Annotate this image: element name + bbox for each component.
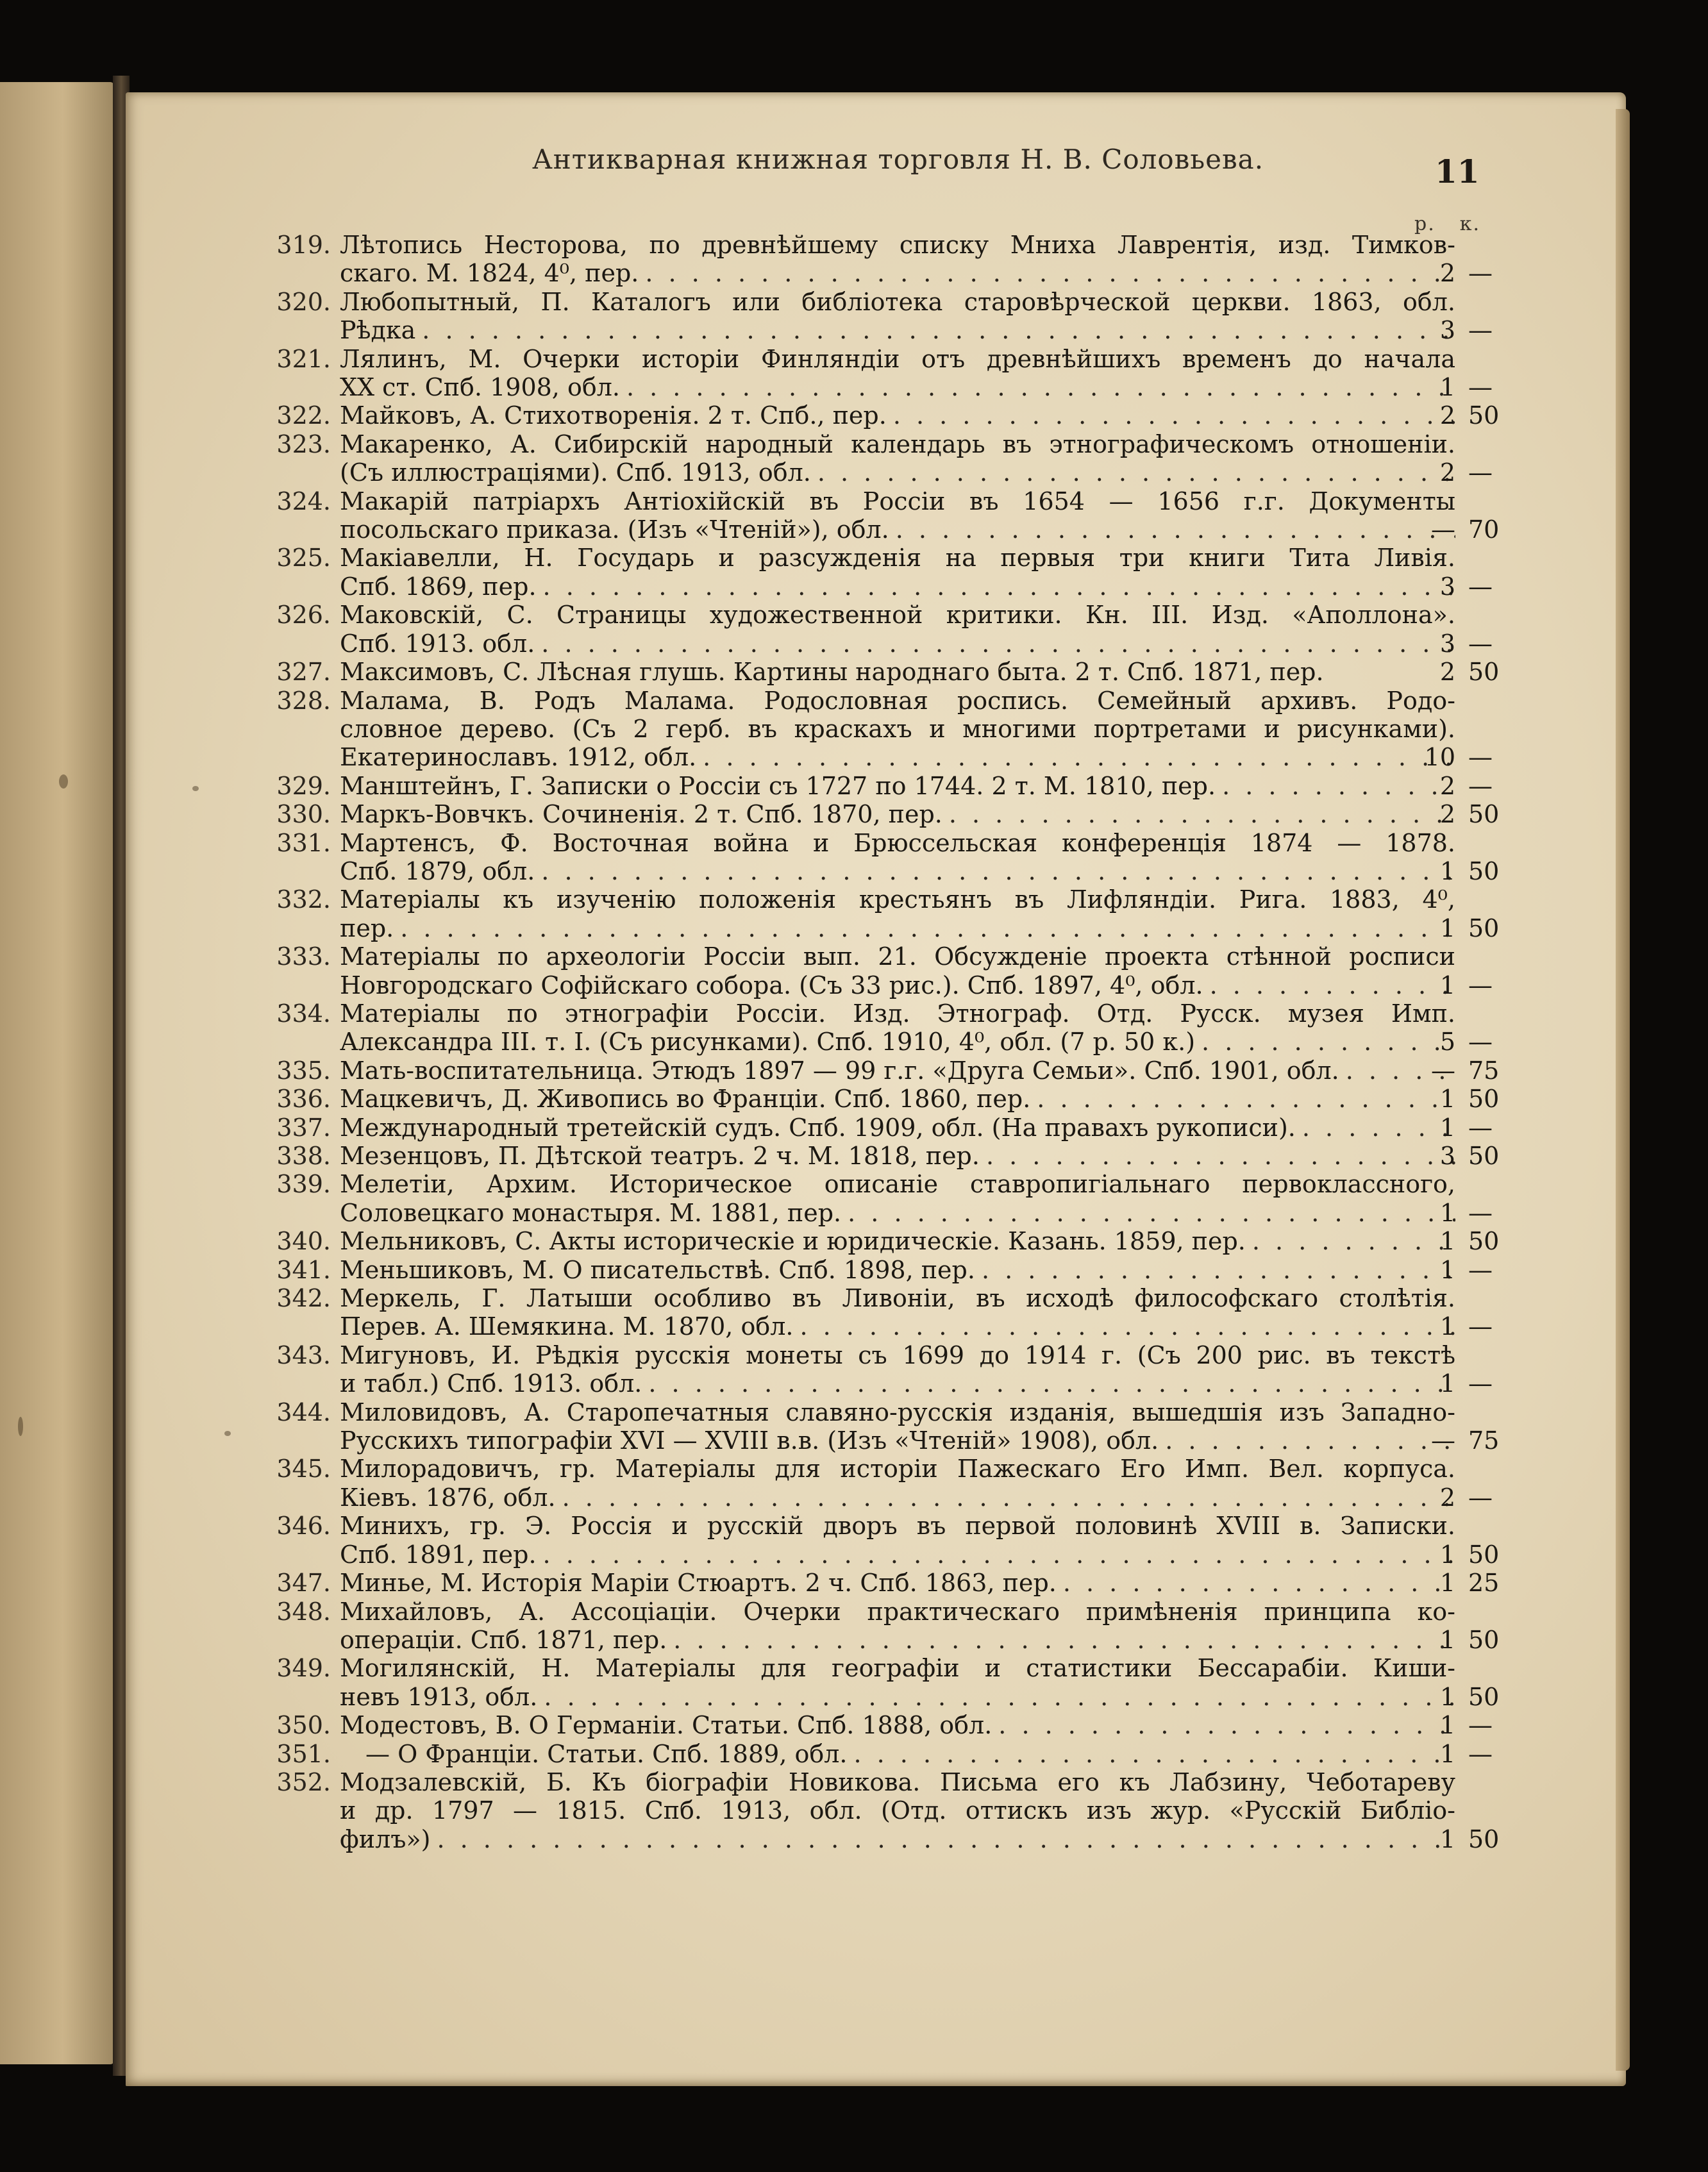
entry-last-line — [340, 800, 1455, 828]
entry-text-line: Перев. А. Шемякина. М. 1870, обл. — [340, 1312, 794, 1341]
entry-text-line: Спб. 1869, пер. — [340, 572, 537, 601]
entry-text-line: Мелетіи, Архим. Историческое описаніе ставропигіальнаго первоклассного, — [340, 1170, 1455, 1199]
entry-text-line: Манштейнъ, Г. Записки о Россіи съ 1727 по 1744. 2 т. М. 1810, пер. — [340, 771, 1216, 800]
price-kopecks: 50 — [1468, 401, 1500, 430]
entry-last-line — [340, 857, 1455, 885]
entry-price — [1404, 800, 1526, 828]
price-kopecks: 50 — [1468, 1625, 1500, 1654]
catalog-entry — [269, 828, 1500, 886]
dot-leader — [535, 630, 1455, 658]
entry-text-line: Меньшиковъ, М. О писательствѣ. Спб. 1898, пер. — [340, 1255, 975, 1284]
price-rubles: 1 — [1439, 1312, 1455, 1341]
dot-leader — [394, 914, 1455, 942]
catalog-entry — [269, 1597, 1500, 1655]
entry-text-line: невъ 1913, обл. — [340, 1682, 538, 1711]
entry-text-line: и табл.) Спб. 1913. обл. — [340, 1369, 642, 1398]
entry-last-line — [340, 1142, 1455, 1170]
entry-number: 328. — [276, 686, 331, 715]
entry-number: 324. — [276, 487, 331, 515]
catalog-entry — [269, 1767, 1500, 1853]
entry-text-line: Лялинъ, М. Очерки исторіи Финляндіи отъ древнѣйшихъ временъ до начала — [340, 344, 1455, 373]
dot-leader — [841, 1199, 1455, 1227]
entry-last-line — [340, 1541, 1455, 1569]
entry-text-line: Спб. 1913. обл. — [340, 629, 535, 658]
catalog-entry — [269, 1056, 1500, 1085]
entry-price — [1404, 1199, 1526, 1227]
entry-price — [1404, 1369, 1526, 1398]
price-rubles: 1 — [1439, 856, 1455, 885]
entry-text-line: Мезенцовъ, П. Дѣтской театръ. 2 ч. М. 1818, пер. — [340, 1142, 980, 1170]
entry-number: 343. — [276, 1341, 331, 1369]
price-rubles: 1 — [1439, 914, 1455, 942]
entry-number: 336. — [276, 1085, 331, 1114]
entry-price — [1404, 743, 1526, 771]
page-number: 11 — [1435, 153, 1480, 190]
entry-text-line: Миловидовъ, А. Старопечатныя славяно-русскія изданія, вышедшія изъ Западно- — [340, 1398, 1455, 1426]
entry-last-line — [340, 1740, 1455, 1768]
entry-price — [1404, 1626, 1526, 1654]
entry-text-line: Минье, М. Исторія Маріи Стюартъ. 2 ч. Спб. 1863, пер. — [340, 1569, 1057, 1598]
entry-text-line: словное дерево. (Съ 2 герб. въ краскахъ и многими портретами и рисунками). — [340, 714, 1455, 743]
price-kopecks: — — [1468, 572, 1493, 601]
entry-text-line: — О Франціи. Статьи. Спб. 1889, обл. — [365, 1739, 848, 1768]
catalog-entry — [269, 1711, 1493, 1740]
catalog-entry — [269, 1113, 1493, 1142]
entry-price — [1404, 1825, 1526, 1853]
price-kopecks: — — [1468, 1255, 1493, 1284]
entry-text-line: Мать-воспитательница. Этюдъ 1897 — 99 г.г. «Друга Семьи». Спб. 1901, обл. — [340, 1056, 1339, 1085]
price-rubles: 2 — [1439, 259, 1455, 288]
entry-price — [1404, 1483, 1526, 1512]
price-rubles: 1 — [1439, 1113, 1455, 1142]
entry-text-line: Модестовъ, В. О Германіи. Статьи. Спб. 1888, обл. — [340, 1711, 992, 1740]
entry-price — [1404, 1028, 1526, 1056]
price-rubles: 2 — [1439, 401, 1455, 430]
catalog-entry — [269, 1739, 1493, 1768]
dot-leader — [1057, 1569, 1455, 1597]
entry-text-line: Любопытный, П. Каталогъ или библіотека старовѣрческой церкви. 1863, обл. — [340, 287, 1455, 316]
dot-leader — [889, 515, 1455, 544]
entry-price — [1404, 1740, 1526, 1768]
price-rubles: 2 — [1439, 1483, 1455, 1512]
entry-number: 352. — [276, 1767, 331, 1796]
entry-number: 319. — [276, 231, 331, 259]
entry-number: 337. — [276, 1113, 331, 1142]
entry-price — [1404, 401, 1526, 430]
entry-price — [1404, 259, 1526, 287]
price-rubles: 1 — [1439, 1227, 1455, 1256]
entry-number: 330. — [276, 800, 331, 829]
price-rubles: 2 — [1439, 658, 1455, 687]
catalog-entry — [269, 771, 1493, 800]
catalog-entry — [269, 1654, 1500, 1711]
entry-price — [1404, 1541, 1526, 1569]
price-kopecks: — — [1468, 1028, 1493, 1057]
catalog-entry — [269, 999, 1493, 1057]
entry-price — [1404, 515, 1526, 544]
entry-last-line — [340, 1683, 1455, 1711]
price-kopecks: 70 — [1468, 515, 1500, 544]
entry-number: 321. — [276, 344, 331, 373]
entry-price — [1404, 1256, 1526, 1284]
entry-text-line: Лѣтопись Несторова, по древнѣйшему списку Мниха Лаврентія, изд. Тимков- — [340, 231, 1455, 259]
dot-leader — [1030, 1085, 1455, 1113]
catalog-entry — [269, 544, 1493, 601]
entry-number: 347. — [276, 1569, 331, 1598]
entry-number: 344. — [276, 1398, 331, 1426]
price-kopecks: 75 — [1468, 1056, 1500, 1085]
catalog-entry — [269, 942, 1493, 999]
entry-price — [1404, 971, 1526, 999]
price-kopecks: 50 — [1468, 1227, 1500, 1256]
entry-price — [1404, 1683, 1526, 1711]
price-rubles: 1 — [1439, 1711, 1455, 1740]
price-rubles: 1 — [1439, 1825, 1455, 1853]
entry-text-line: Макіавелли, Н. Государь и разсужденія на первыя три книги Тита Ливія. — [340, 544, 1455, 572]
entry-last-line — [340, 259, 1455, 287]
price-rubles: 1 — [1439, 1625, 1455, 1654]
price-rubles: — — [1431, 1056, 1455, 1085]
price-kopecks: 50 — [1468, 1825, 1500, 1853]
dot-leader — [535, 857, 1455, 885]
entry-text-line: и др. 1797 — 1815. Спб. 1913, обл. (Отд. оттискъ изъ жур. «Русскій Библіо- — [340, 1796, 1455, 1825]
catalog-entry — [269, 1512, 1500, 1569]
dot-leader — [942, 800, 1455, 828]
entry-number: 345. — [276, 1455, 331, 1483]
entry-last-line — [340, 1057, 1455, 1085]
entry-price — [1404, 316, 1526, 344]
price-kopecks: 25 — [1468, 1569, 1500, 1598]
price-kopecks: — — [1468, 971, 1493, 999]
price-kopecks: — — [1468, 1711, 1493, 1740]
entry-text-line: Новгородскаго Софійскаго собора. (Съ 33 рис.). Спб. 1897, 4⁰, обл. — [340, 971, 1203, 999]
entry-text-line: Максимовъ, С. Лѣсная глушь. Картины народнаго быта. 2 т. Спб. 1871, пер. — [340, 658, 1324, 687]
entry-last-line — [340, 401, 1455, 430]
dot-leader — [975, 1256, 1455, 1284]
entry-number: 329. — [276, 771, 331, 800]
dot-leader — [537, 1683, 1455, 1711]
price-rubles: 3 — [1439, 629, 1455, 658]
entry-text-line: Мартенсъ, Ф. Восточная война и Брюссельская конференція 1874 — 1878. — [340, 828, 1455, 857]
ink-speck — [192, 786, 199, 791]
dot-leader — [415, 316, 1455, 344]
entry-text-line: Соловецкаго монастыря. М. 1881, пер. — [340, 1198, 842, 1227]
entry-last-line — [340, 630, 1455, 658]
entry-number: 348. — [276, 1597, 331, 1626]
entry-last-line — [340, 316, 1455, 344]
price-rubles: — — [1431, 1426, 1455, 1455]
catalog-entry — [269, 344, 1493, 402]
entry-last-line — [340, 1825, 1455, 1853]
catalog-entry — [269, 885, 1500, 942]
price-kopecks: 50 — [1468, 800, 1500, 829]
entry-text-line: (Съ иллюстраціями). Спб. 1913, обл. — [340, 458, 811, 487]
catalog-entry — [269, 231, 1493, 288]
ink-speck — [224, 1431, 231, 1436]
entry-text-line: скаго. М. 1824, 4⁰, пер. — [340, 259, 639, 288]
entry-number: 334. — [276, 999, 331, 1028]
entry-number: 320. — [276, 287, 331, 316]
ink-speck — [18, 1417, 23, 1436]
entry-last-line — [340, 1626, 1455, 1654]
entry-last-line — [340, 1227, 1455, 1255]
price-kopecks: — — [1468, 1198, 1493, 1227]
entry-number: 346. — [276, 1512, 331, 1541]
dot-leader — [639, 259, 1455, 287]
price-rubles: 5 — [1439, 1028, 1455, 1057]
page-edge — [1616, 109, 1630, 2071]
entry-text-line: посольскаго приказа. (Изъ «Чтеній»), обл. — [340, 515, 889, 544]
entry-text-line: Кіевъ. 1876, обл. — [340, 1483, 556, 1512]
entry-last-line — [340, 458, 1455, 487]
price-rubles: 1 — [1439, 1739, 1455, 1768]
price-kopecks: — — [1468, 458, 1493, 487]
entry-price — [1404, 1711, 1526, 1739]
catalog-entry — [269, 1170, 1493, 1227]
entry-price — [1404, 1312, 1526, 1341]
catalog-entry — [269, 287, 1493, 345]
catalog-entry — [269, 1455, 1493, 1512]
catalog-entry — [269, 658, 1500, 687]
entry-number: 332. — [276, 885, 331, 914]
entry-text-line: операціи. Спб. 1871, пер. — [340, 1625, 667, 1654]
price-rubles: 1 — [1439, 971, 1455, 999]
catalog-entry — [269, 1284, 1493, 1341]
dot-leader — [537, 572, 1455, 601]
entry-last-line — [340, 1569, 1455, 1597]
entry-price — [1404, 1114, 1526, 1142]
entry-text-line: XX ст. Спб. 1908, обл. — [340, 373, 620, 402]
entry-number: 341. — [276, 1255, 331, 1284]
entry-text-line: пер. — [340, 914, 394, 942]
entry-last-line — [340, 1028, 1455, 1056]
entry-last-line — [340, 1199, 1455, 1227]
price-kopecks: 50 — [1468, 1540, 1500, 1569]
dot-leader — [696, 743, 1455, 771]
price-rubles: 3 — [1439, 316, 1455, 345]
dot-leader — [847, 1740, 1455, 1768]
dot-leader — [556, 1483, 1455, 1512]
catalog-entry — [269, 401, 1500, 430]
catalog-entry — [269, 1142, 1500, 1170]
entry-number: 323. — [276, 430, 331, 458]
entry-text-line: Маковскій, С. Страницы художественной критики. Кн. III. Изд. «Аполлона». — [340, 601, 1455, 630]
entry-text-line: Минихъ, гр. Э. Россія и русскій дворъ въ первой половинѣ XVIII в. Записки. — [340, 1512, 1455, 1541]
catalog-entry — [269, 800, 1500, 829]
entry-price — [1404, 458, 1526, 487]
price-rubles: 3 — [1439, 1142, 1455, 1170]
price-kopecks: — — [1468, 629, 1493, 658]
entry-number: 333. — [276, 942, 331, 971]
entry-price — [1404, 772, 1526, 800]
price-rubles: 1 — [1439, 1255, 1455, 1284]
entry-text-line: Мацкевичъ, Д. Живопись во Франціи. Спб. 1860, пер. — [340, 1085, 1031, 1114]
entry-number: 326. — [276, 601, 331, 630]
entry-last-line — [340, 373, 1455, 401]
price-rubles: 1 — [1439, 1198, 1455, 1227]
dot-leader — [992, 1711, 1455, 1739]
dot-leader — [793, 1312, 1455, 1341]
entry-text-line: Александра III. т. I. (Съ рисунками). Спб. 1910, 4⁰, обл. (7 р. 50 к.) — [340, 1028, 1196, 1057]
price-kopecks: — — [1468, 771, 1493, 800]
price-rubles: 10 — [1424, 743, 1455, 772]
price-kopecks: 50 — [1468, 658, 1500, 687]
price-kopecks: — — [1468, 373, 1493, 402]
catalog-entry — [269, 487, 1500, 544]
price-kopecks: — — [1468, 316, 1493, 345]
entry-last-line — [340, 658, 1455, 686]
entry-last-line — [340, 1114, 1455, 1142]
ink-speck — [59, 774, 68, 789]
entry-last-line — [340, 1369, 1455, 1398]
entry-number: 339. — [276, 1170, 331, 1199]
rubles-header: р. — [1414, 213, 1436, 235]
entry-last-line — [340, 1312, 1455, 1341]
price-rubles: 1 — [1439, 1369, 1455, 1398]
entry-last-line — [340, 1483, 1455, 1512]
entry-number: 322. — [276, 401, 331, 430]
entry-text-line: Михайловъ, А. Ассоціаціи. Очерки практическаго примѣненія принципа ко- — [340, 1597, 1455, 1626]
entry-text-line: Модзалевскій, Б. Къ біографіи Новикова. Письма его къ Лабзину, Чеботареву — [340, 1767, 1455, 1796]
entry-last-line — [340, 743, 1455, 771]
price-rubles: — — [1431, 515, 1455, 544]
dot-leader — [537, 1541, 1455, 1569]
price-kopecks: — — [1468, 743, 1493, 772]
price-rubles: 1 — [1439, 1682, 1455, 1711]
entry-last-line — [340, 971, 1455, 999]
entry-number: 340. — [276, 1227, 331, 1256]
entry-text-line: Мельниковъ, С. Акты историческіе и юридическіе. Казань. 1859, пер. — [340, 1227, 1246, 1256]
price-kopecks: 50 — [1468, 914, 1500, 942]
price-rubles: 1 — [1439, 1540, 1455, 1569]
catalog-entry — [269, 1398, 1500, 1455]
dot-leader — [642, 1369, 1455, 1398]
entry-text-line: Матеріалы къ изученію положенія крестьянъ въ Лифляндіи. Рига. 1883, 4⁰, — [340, 885, 1455, 914]
price-rubles: 1 — [1439, 1569, 1455, 1598]
entry-price — [1404, 857, 1526, 885]
dot-leader — [667, 1626, 1455, 1654]
entry-number: 342. — [276, 1284, 331, 1313]
entry-text-line: Малама, В. Родъ Малама. Родословная роспись. Семейный архивъ. Родо- — [340, 686, 1455, 715]
entry-text-line: Матеріалы по этнографіи Россіи. Изд. Этнограф. Отд. Русск. музея Имп. — [340, 999, 1455, 1028]
entry-number: 331. — [276, 828, 331, 857]
price-kopecks: — — [1468, 259, 1493, 288]
entry-number: 338. — [276, 1142, 331, 1170]
price-rubles: 1 — [1439, 373, 1455, 402]
entry-text-line: Милорадовичъ, гр. Матеріалы для исторіи Пажескаго Его Имп. Вел. корпуса. — [340, 1455, 1455, 1483]
entry-text-line: Рѣдка — [340, 316, 416, 345]
entry-number: 351. — [276, 1739, 331, 1768]
catalog-entry — [269, 601, 1493, 658]
running-head: Антикварная книжная торговля Н. В. Соловьева. — [532, 144, 1264, 175]
entry-price — [1404, 1085, 1526, 1113]
catalog-entry — [269, 1255, 1493, 1284]
entry-last-line — [340, 1426, 1455, 1455]
entry-price — [1404, 658, 1526, 686]
entry-text-line: Русскихъ типографіи XVI — XVIII в.в. (Изъ «Чтеній» 1908), обл. — [340, 1426, 1159, 1455]
entry-last-line — [340, 515, 1455, 544]
entry-last-line — [340, 572, 1455, 601]
dot-leader — [430, 1825, 1455, 1853]
dot-leader — [811, 458, 1455, 487]
entry-text-line: Спб. 1891, пер. — [340, 1540, 537, 1569]
entry-text-line: Маркъ-Вовчкъ. Сочиненія. 2 т. Спб. 1870, пер. — [340, 800, 942, 829]
catalog-entry — [269, 1085, 1500, 1114]
entry-text-line: Могилянскій, Н. Матеріалы для географіи и статистики Бессарабіи. Киши- — [340, 1654, 1455, 1683]
price-rubles: 2 — [1439, 800, 1455, 829]
entry-last-line — [340, 772, 1455, 800]
price-kopecks: 50 — [1468, 1682, 1500, 1711]
catalog-entry — [269, 430, 1493, 487]
entry-text-line: Меркель, Г. Латыши особливо въ Ливоніи, въ исходѣ философскаго столѣтія. — [340, 1284, 1455, 1313]
catalog-entry — [269, 1227, 1500, 1256]
price-kopecks: — — [1468, 1312, 1493, 1341]
entry-price — [1404, 572, 1526, 601]
entry-price — [1404, 1426, 1526, 1455]
price-kopecks: 50 — [1468, 1085, 1500, 1114]
entry-last-line — [340, 1085, 1455, 1113]
entry-number: 327. — [276, 658, 331, 687]
price-kopecks: — — [1468, 1483, 1493, 1512]
entry-price — [1404, 1227, 1526, 1255]
entry-price — [1404, 373, 1526, 401]
catalog-entry — [269, 1569, 1500, 1598]
entry-number: 335. — [276, 1056, 331, 1085]
kopecks-header: к. — [1459, 213, 1481, 235]
price-kopecks: — — [1468, 1113, 1493, 1142]
left-page-edge — [0, 82, 114, 2064]
price-kopecks: — — [1468, 1739, 1493, 1768]
entry-number: 325. — [276, 544, 331, 572]
entry-text-line: Майковъ, А. Стихотворенія. 2 т. Спб., пер. — [340, 401, 887, 430]
entry-price — [1404, 1057, 1526, 1085]
price-kopecks: 75 — [1468, 1426, 1500, 1455]
dot-leader — [620, 373, 1455, 401]
entry-price — [1404, 1142, 1526, 1170]
entry-last-line — [340, 1256, 1455, 1284]
price-kopecks: 50 — [1468, 856, 1500, 885]
entry-text-line: Международный третейскій судъ. Спб. 1909, обл. (На правахъ рукописи). — [340, 1113, 1296, 1142]
entry-text-line: Макаренко, А. Сибирскій народный календарь въ этнографическомъ отношеніи. — [340, 430, 1455, 458]
entry-text-line: Матеріалы по археологіи Россіи вып. 21. Обсужденіе проекта стѣнной росписи — [340, 942, 1455, 971]
dot-leader — [980, 1142, 1455, 1170]
catalog-list — [269, 231, 1500, 1853]
entry-last-line — [340, 914, 1455, 942]
catalog-entry — [269, 686, 1493, 772]
entry-text-line: Екатеринославъ. 1912, обл. — [340, 743, 697, 772]
price-rubles: 1 — [1439, 1085, 1455, 1114]
entry-text-line: Спб. 1879, обл. — [340, 856, 535, 885]
entry-price — [1404, 914, 1526, 942]
catalog-entry — [269, 1341, 1493, 1398]
entry-price — [1404, 1569, 1526, 1597]
price-rubles: 3 — [1439, 572, 1455, 601]
price-kopecks: — — [1468, 1369, 1493, 1398]
price-kopecks: 50 — [1468, 1142, 1500, 1170]
entry-text-line: филъ») — [340, 1825, 431, 1853]
entry-price — [1404, 630, 1526, 658]
entry-text-line: Макарій патріархъ Антіохійскій въ Россіи въ 1654 — 1656 г.г. Документы — [340, 487, 1455, 515]
entry-number: 350. — [276, 1711, 331, 1740]
entry-number: 349. — [276, 1654, 331, 1683]
entry-text-line: Мигуновъ, И. Рѣдкія русскія монеты съ 1699 до 1914 г. (Съ 200 рис. въ текстѣ — [340, 1341, 1455, 1369]
price-rubles: 2 — [1439, 771, 1455, 800]
price-rubles: 2 — [1439, 458, 1455, 487]
entry-last-line — [340, 1711, 1455, 1739]
dot-leader — [887, 401, 1455, 430]
